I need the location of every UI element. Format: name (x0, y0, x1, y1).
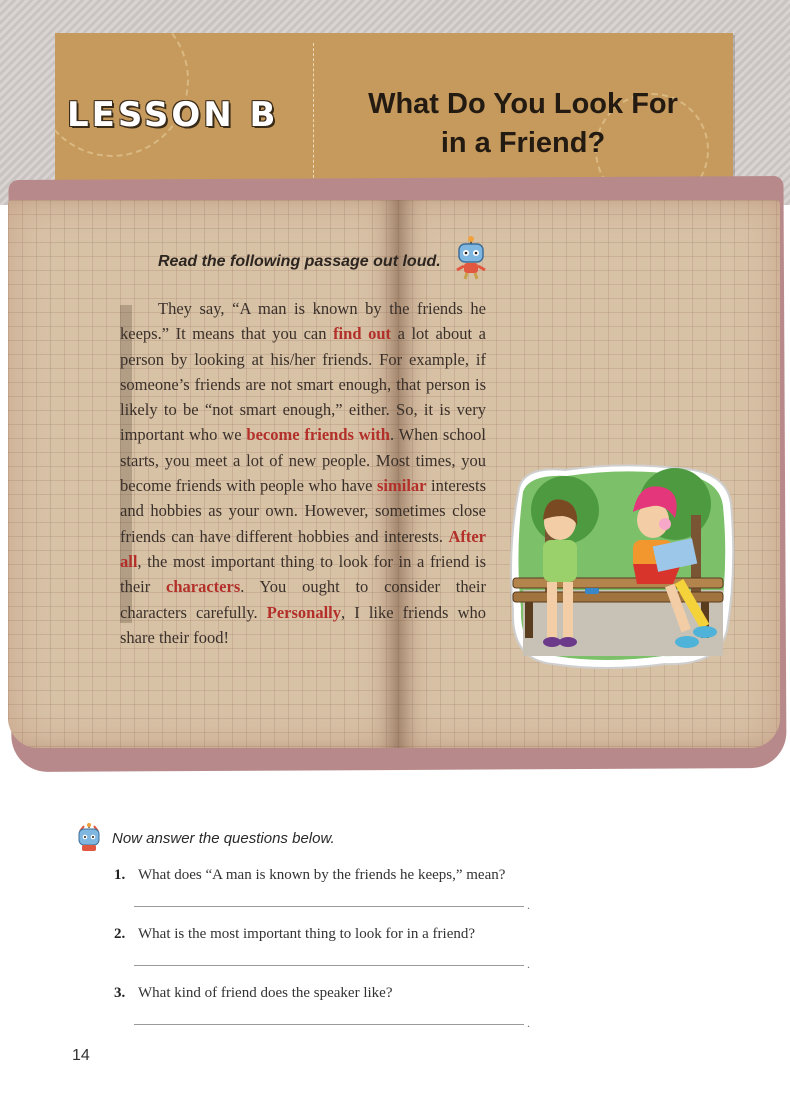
answer-line[interactable] (134, 906, 524, 907)
passage-text: . You ought to consider their characters carefully. (120, 577, 486, 622)
question-number: 3. (114, 985, 126, 1001)
lesson-label: LESSON B (67, 95, 279, 135)
answer-line[interactable] (134, 1024, 524, 1025)
vocab-highlight: After all (120, 526, 486, 571)
girls-on-bench-illustration (505, 460, 737, 672)
vocab-highlight: become friends with (246, 425, 390, 445)
lesson-title (323, 85, 723, 163)
vocab-highlight: characters (166, 577, 241, 597)
reading-instruction: Read the following passage out loud. (158, 253, 441, 270)
banner-divider (313, 43, 314, 183)
passage-text: a lot about a person by looking at his/her friends. For example, if someone’s friends are not smart enough, that person is likely to be “not smart enough,” either. So, it is very important who we (120, 324, 487, 445)
vocab-highlight: similar (377, 476, 427, 496)
question-item (114, 925, 534, 984)
passage-text: . When school starts, you meet a lot of new people. Most times, you become friends with people who have (120, 425, 486, 496)
question-text: What does “A man is known by the friends he keeps,” mean? (138, 867, 506, 883)
question-number: 1. (114, 867, 126, 883)
question-item (114, 866, 534, 925)
robot-mascot-icon (452, 236, 490, 280)
page-number: 14 (72, 1047, 90, 1064)
question-text: What is the most important thing to look for in a friend? (138, 926, 476, 942)
lesson-title-line2: in a Friend? (440, 127, 606, 159)
question-text: What kind of friend does the speaker like? (138, 985, 393, 1001)
passage-text: , I like friends who share their food! (120, 602, 486, 647)
robot-head-icon (76, 823, 102, 853)
question-number: 2. (114, 926, 126, 942)
passage-text: interests and hobbies as your own. However, sometimes close friends can have different hobbies and interests. (120, 476, 486, 546)
lesson-title-line1: What Do You Look For (368, 88, 678, 120)
questions-list (114, 866, 534, 1043)
vocab-highlight: Personally (266, 602, 341, 622)
vocab-highlight: find out (333, 324, 391, 344)
questions-instruction: Now answer the questions below. (112, 830, 335, 847)
passage-text: , the most important thing to look for in a friend is their (120, 551, 486, 597)
passage-text: They say, “A man is known by the friends he keeps.” It means that you can (120, 299, 486, 344)
question-item (114, 984, 534, 1043)
lesson-banner (55, 33, 733, 193)
answer-line[interactable] (134, 965, 524, 966)
